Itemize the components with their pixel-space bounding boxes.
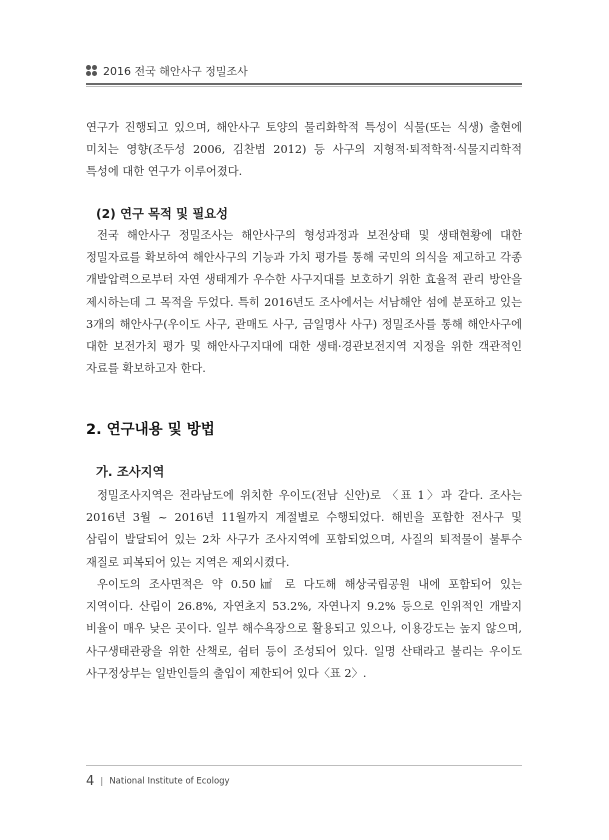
area-heading: 가. 조사지역 xyxy=(96,465,165,479)
header-dots-icon xyxy=(86,65,98,77)
running-header xyxy=(86,62,522,82)
footer-institution: National Institute of Ecology xyxy=(109,776,230,787)
header-rule xyxy=(86,83,522,85)
footer-rule xyxy=(86,765,522,766)
purpose-heading: (2) 연구 목적 및 필요성 xyxy=(96,207,228,221)
page-number: 4 xyxy=(86,774,95,789)
intro-paragraph: 연구가 진행되고 있으며, 해안사구 토양의 물리화학적 특성이 식물(또는 식생) 출현에 미치는 영향(조두성 2006, 김찬범 2012) 등 사구의 지형적·퇴적학적·식물지리학적 특성에 대한 연구가 이루어졌다. xyxy=(86,121,522,179)
section-heading: 2. 연구내용 및 방법 xyxy=(86,422,215,438)
header-title: 2016 전국 해안사구 정밀조사 xyxy=(103,65,248,78)
purpose-paragraph: 전국 해안사구 정밀조사는 해안사구의 형성과정과 보전상태 및 생태현황에 대한 정밀자료를 확보하여 해안사구의 기능과 가치 평가를 통해 국민의 의식을 제고하고 각종 개발압력으로부터 자연 생태계가 우수한 사구지대를 보호하기 위한 효율적 관리 방안을 제시하는데 그 목적을 두었다. 특히 2016년도 조사에서는 서남해안 섬에 분포하고 있는 3개의 해안사구(우이도 사구, 관매도 사구, 금일명사 사구) 정밀조사를 통해 해안사구에 대한 보전가치 평가 및 해안사구지대에 대한 생태·경관보전지역 지정을 위한 객관적인 자료를 확보하고자 한다. xyxy=(86,229,522,376)
area-paragraph-2: 우이도의 조사면적은 약 0.50㎢ 로 다도해 해상국립공원 내에 포함되어 있는 지역이다. 산림이 26.8%, 자연초지 53.2%, 자연나지 9.2% 등으로 인위적인 개발지 비율이 매우 낮은 곳이다. 일부 해수욕장으로 활용되고 있으나, 이용강도는 높지 않으며, 사구생태관광을 위한 산책로, 쉼터 등이 조성되어 있다. 일명 산태라고 불리는 우이도 사구정상부는 일반인들의 출입이 제한되어 있다〈표 2〉. xyxy=(86,578,522,680)
header-rule-thin xyxy=(86,86,522,87)
footer-separator: | xyxy=(100,776,104,787)
page-footer xyxy=(86,771,230,787)
area-paragraph-1: 정밀조사지역은 전라남도에 위치한 우이도(전남 신안)로 〈표 1〉과 같다. 조사는 2016년 3월 ~ 2016년 11월까지 계절별로 수행되었다. 해빈을 포함한 전사구 및 삼림이 발달되어 있는 2차 사구가 조사지역에 포함되었으며, 사질의 퇴적물이 불투수 재질로 피복되어 있는 지역은 제외시켰다. xyxy=(86,489,522,569)
